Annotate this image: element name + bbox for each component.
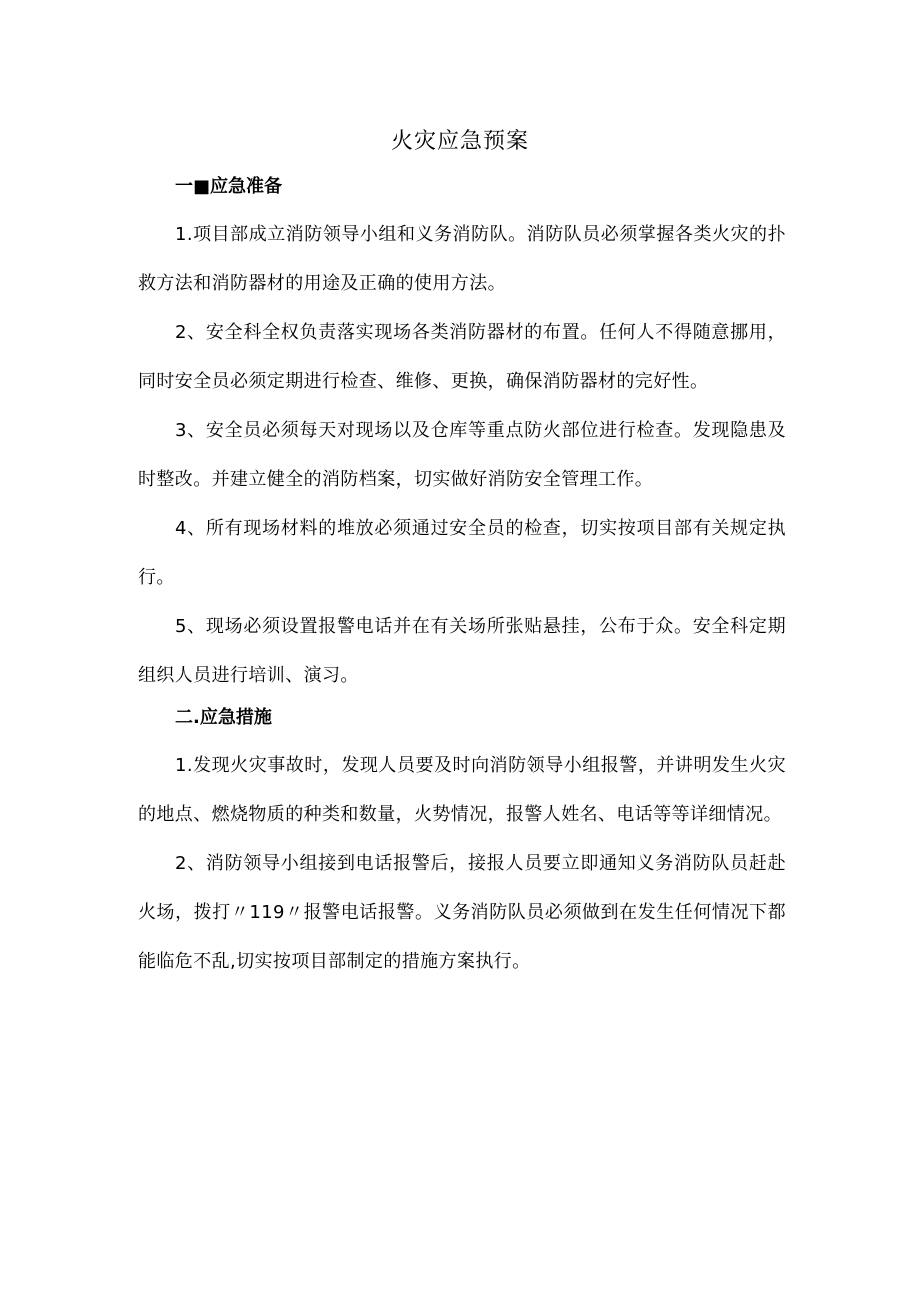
paragraph: 3、安全员必须每天对现场以及仓库等重点防火部位进行检查。发现隐患及时整改。并建立健全的消防档案，切实做好消防安全管理工作。 [138, 420, 786, 490]
paragraph: 5、现场必须设置报警电话并在有关场所张贴悬挂，公布于众。安全科定期组织人员进行培训、演习。 [138, 616, 786, 686]
section-heading-preparation: 一■应急准备 [175, 176, 283, 197]
document-body [138, 171, 786, 986]
paragraph: 2、消防领导小组接到电话报警后，接报人员要立即通知义务消防队员赶赴火场，拨打〃119〃报警电话报警。义务消防队员必须做到在发生任何情况下都能临危不乱,切实按项目部制定的措施方案执行。 [138, 853, 786, 972]
paragraph: 1.发现火灾事故时，发现人员要及时向消防领导小组报警，并讲明发生火灾的地点、燃烧物质的种类和数量，火势情况，报警人姓名、电话等等详细情况。 [138, 755, 786, 825]
document-title: 火灾应急预案 [390, 129, 529, 154]
paragraph: 2、安全科全权负责落实现场各类消防器材的布置。任何人不得随意挪用，同时安全员必须定期进行检查、维修、更换，确保消防器材的完好性。 [138, 322, 786, 392]
section-heading-measures: 二.应急措施 [175, 707, 272, 728]
paragraph: 4、所有现场材料的堆放必须通过安全员的检查，切实按项目部有关规定执行。 [138, 518, 786, 588]
paragraph: 1.项目部成立消防领导小组和义务消防队。消防队员必须掌握各类火灾的扑救方法和消防器材的用途及正确的使用方法。 [138, 224, 786, 294]
